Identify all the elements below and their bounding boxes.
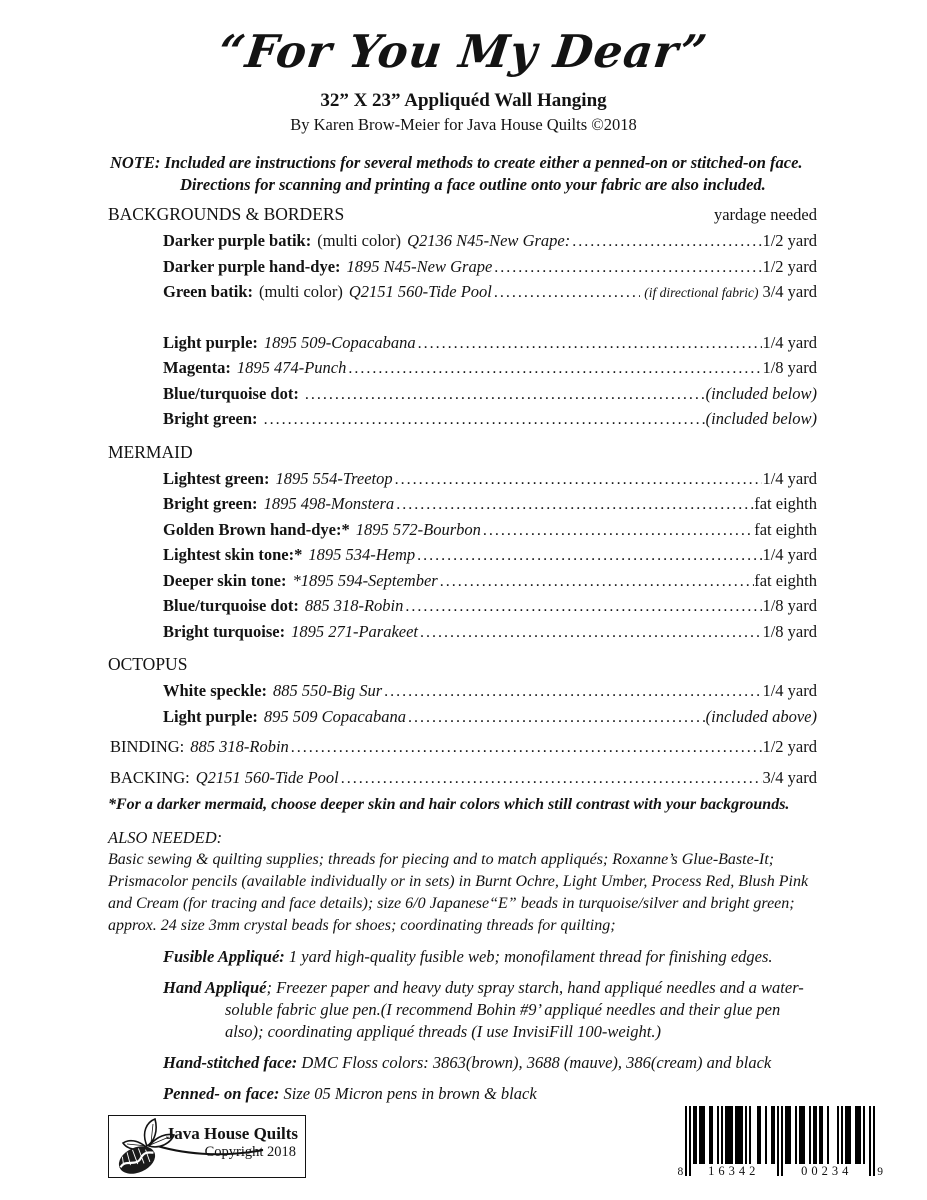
also-needed-body: Basic sewing & quilting supplies; threads for piecing and to match appliqués; Roxanne’s Glue-Baste-It; Prismacolor pencils (available individually or in sets) in Burnt Ochre, Light Umber, Process Red, Blush Pink and Cream (for tracing and face details); size 6/0 Japanese“E” beads in turquoise/silver and bright green; approx. 24 size 3mm crystal beads for shoes; coordinating threads for quilting; (108, 851, 809, 934)
dotted-leader (494, 280, 640, 306)
backing-yardage: 3/4 yard (762, 767, 817, 787)
fabric-item (163, 518, 817, 544)
note-line2: Directions for scanning and printing a face outline onto your fabric are also included. (180, 174, 766, 194)
upc-barcode (676, 1106, 886, 1178)
dotted-leader (341, 766, 763, 792)
fabric-label: Blue/turquoise dot: (163, 596, 299, 615)
fabric-yardage: fat eighth (754, 519, 817, 539)
fabric-yardage: 1/4 yard (762, 332, 817, 352)
fabric-yardage: 1/2 yard (762, 231, 817, 250)
fabric-code: 885 318-Robin (304, 596, 404, 615)
fabric-label: White speckle: (163, 681, 268, 700)
dotted-leader (408, 705, 706, 731)
backing-label: BACKING: (110, 767, 190, 787)
octopus-items (110, 679, 817, 730)
fabric-code: 1895 474-Punch (236, 358, 347, 377)
fabric-yardage: (included above) (705, 706, 817, 726)
fabric-code: Q2151 560-Tide Pool (348, 282, 492, 301)
fabric-item (163, 620, 817, 646)
dotted-leader (305, 382, 706, 408)
fabric-code: 885 550-Big Sur (273, 681, 383, 700)
fabric-item (163, 594, 817, 620)
fabric-colorway: (multi color) (259, 282, 343, 301)
dotted-leader (348, 356, 762, 382)
fabric-yardage: 3/4 yard (762, 282, 817, 301)
note-paragraph (110, 152, 817, 195)
dotted-leader (405, 594, 762, 620)
barcode-digits-group1: 16342 (692, 1165, 775, 1178)
fabric-label: Darker purple hand-dye: (163, 256, 341, 276)
yardage-needed-label: yardage needed (713, 205, 817, 224)
dotted-leader (264, 407, 706, 433)
fabric-item (163, 280, 817, 306)
fabric-code: 1895 572-Bourbon (355, 519, 481, 539)
fabric-code: 1895 271-Parakeet (291, 621, 419, 641)
dotted-leader (418, 331, 763, 357)
dotted-leader (396, 492, 754, 518)
fabric-label: Light purple: (163, 706, 258, 726)
dotted-leader (420, 620, 762, 646)
logo-copyright: Copyright 2018 (204, 1144, 296, 1160)
fabric-code: 1895 N45-New Grape (346, 256, 493, 276)
fabric-label: Bright turquoise: (163, 621, 286, 641)
dotted-leader (291, 735, 763, 761)
fabric-label: Blue/turquoise dot: (163, 383, 299, 403)
barcode-digits-group2: 00234 (785, 1165, 868, 1178)
fabric-label: Bright green: (163, 409, 258, 428)
fabric-label: Darker purple batik: (163, 231, 312, 250)
fabric-label: Golden Brown hand-dye:* (163, 519, 350, 539)
fabric-code: *1895 594-September (292, 570, 438, 590)
fabric-yardage: 1/2 yard (762, 256, 817, 276)
fabric-label: Bright green: (163, 494, 258, 513)
logo-text (166, 1124, 298, 1161)
penned-on-face-text: Size 05 Micron pens in brown & black (279, 1084, 537, 1103)
dotted-leader (395, 467, 763, 493)
fabric-yardage: 1/8 yard (762, 621, 817, 641)
fabric-yardage: (included below) (705, 409, 817, 428)
hand-applique-text: ; Freezer paper and heavy duty spray starch, hand appliqué needles and a water-soluble fabric glue pen.(I recommend Bohin #9’ appliqué needles and their glue pen also); coordinating appliqué threads (I use InvisiFill 100-weight.) (225, 978, 804, 1041)
penned-on-face-row (163, 1083, 817, 1105)
java-house-quilts-logo (108, 1115, 306, 1178)
section-title: BACKGROUNDS & BORDERS (108, 204, 345, 224)
dotted-leader (440, 569, 755, 595)
barcode-digit-right: 9 (877, 1166, 883, 1178)
binding-row (110, 735, 817, 761)
fabric-colorway: (multi color) (317, 231, 402, 250)
penned-on-face-label: Penned- on face: (163, 1084, 280, 1103)
fusible-applique-row (163, 946, 817, 968)
byline: By Karen Brow-Meier for Java House Quilts ©2018 (290, 115, 637, 134)
dotted-leader (494, 255, 762, 281)
fabric-code: Q2136 N45-New Grape: (407, 231, 571, 250)
fabric-yardage: 1/4 yard (762, 681, 817, 700)
barcode-bars (685, 1106, 875, 1178)
fabric-item (163, 569, 817, 595)
section-mermaid-heading (108, 442, 817, 463)
fabric-label: Lightest green: (163, 468, 270, 488)
fabric-label: Lightest skin tone:* (163, 545, 303, 564)
hand-stitched-face-text: DMC Floss colors: 3863(brown), 3688 (mauve), 386(cream) and black (297, 1053, 772, 1072)
also-needed-heading: ALSO NEEDED: (108, 828, 223, 847)
fabric-label: Green batik: (163, 282, 253, 301)
hand-applique-label: Hand Appliqué (163, 978, 267, 997)
fabric-label: Deeper skin tone: (163, 570, 287, 590)
dotted-leader (384, 679, 762, 705)
also-needed-section (108, 828, 817, 937)
fabric-yardage: 1/8 yard (762, 358, 817, 377)
fabric-item (163, 356, 817, 382)
section-backgrounds-heading (108, 204, 817, 225)
fabric-code: 895 509 Copacabana (263, 706, 406, 726)
note-line1: Included are instructions for several methods to create either a penned-on or stitched-on face. (164, 153, 803, 172)
hand-applique-row (163, 977, 817, 1043)
section-title: MERMAID (108, 441, 193, 462)
header (0, 0, 927, 135)
fabric-item (163, 229, 817, 255)
dotted-leader (572, 229, 762, 255)
barcode-digit-left: 8 (677, 1166, 684, 1178)
fabric-yardage: fat eighth (754, 570, 817, 590)
page-title: “For You My Dear” (216, 25, 711, 78)
fabric-code: 1895 498-Monstera (263, 494, 395, 513)
fabric-item (163, 382, 817, 408)
fabric-item (163, 255, 817, 281)
fabric-label: Magenta: (163, 358, 231, 377)
fabric-item (163, 705, 817, 731)
fabric-note: (if directional fabric) (644, 285, 759, 300)
dotted-leader (483, 518, 754, 544)
fabric-yardage: 1/4 yard (762, 468, 817, 488)
binding-label: BINDING: (110, 737, 185, 756)
dotted-leader (417, 543, 762, 569)
fabric-yardage: 1/8 yard (762, 596, 817, 615)
hand-stitched-face-label: Hand-stitched face: (163, 1053, 298, 1072)
fabric-yardage: (included below) (705, 383, 817, 403)
hand-stitched-face-row (163, 1052, 817, 1074)
note-label: NOTE: (110, 153, 161, 172)
page-subtitle: 32” X 23” Appliquéd Wall Hanging (320, 90, 607, 111)
fabric-code: 1895 534-Hemp (308, 545, 416, 564)
fabric-code: 1895 554-Treetop (275, 468, 393, 488)
section-title: OCTOPUS (108, 654, 188, 674)
fabric-item (163, 331, 817, 357)
backgrounds-items (110, 229, 817, 433)
mermaid-items (110, 467, 817, 646)
fabric-yardage: 1/4 yard (762, 545, 817, 564)
backing-row (110, 766, 817, 792)
fabric-item (163, 679, 817, 705)
fabric-code: 1895 509-Copacabana (263, 332, 416, 352)
fabric-yardage: fat eighth (754, 494, 817, 513)
fabric-item (163, 492, 817, 518)
fusible-applique-label: Fusible Appliqué: (163, 947, 285, 966)
section-octopus-heading (108, 654, 817, 675)
fabric-item (163, 543, 817, 569)
binding-yardage: 1/2 yard (762, 737, 817, 756)
binding-backing (110, 735, 817, 791)
fabric-item (163, 407, 817, 433)
mermaid-footnote: *For a darker mermaid, choose deeper skin and hair colors which still contrast with your backgrounds. (108, 796, 790, 813)
logo-company-name: Java House Quilts (165, 1124, 298, 1143)
fabric-item (163, 467, 817, 493)
backing-code: Q2151 560-Tide Pool (195, 767, 339, 787)
spacer (110, 306, 817, 331)
fabric-label: Light purple: (163, 332, 258, 352)
binding-code: 885 318-Robin (190, 737, 289, 756)
fusible-applique-text: 1 yard high-quality fusible web; monofilament thread for finishing edges. (284, 947, 773, 966)
